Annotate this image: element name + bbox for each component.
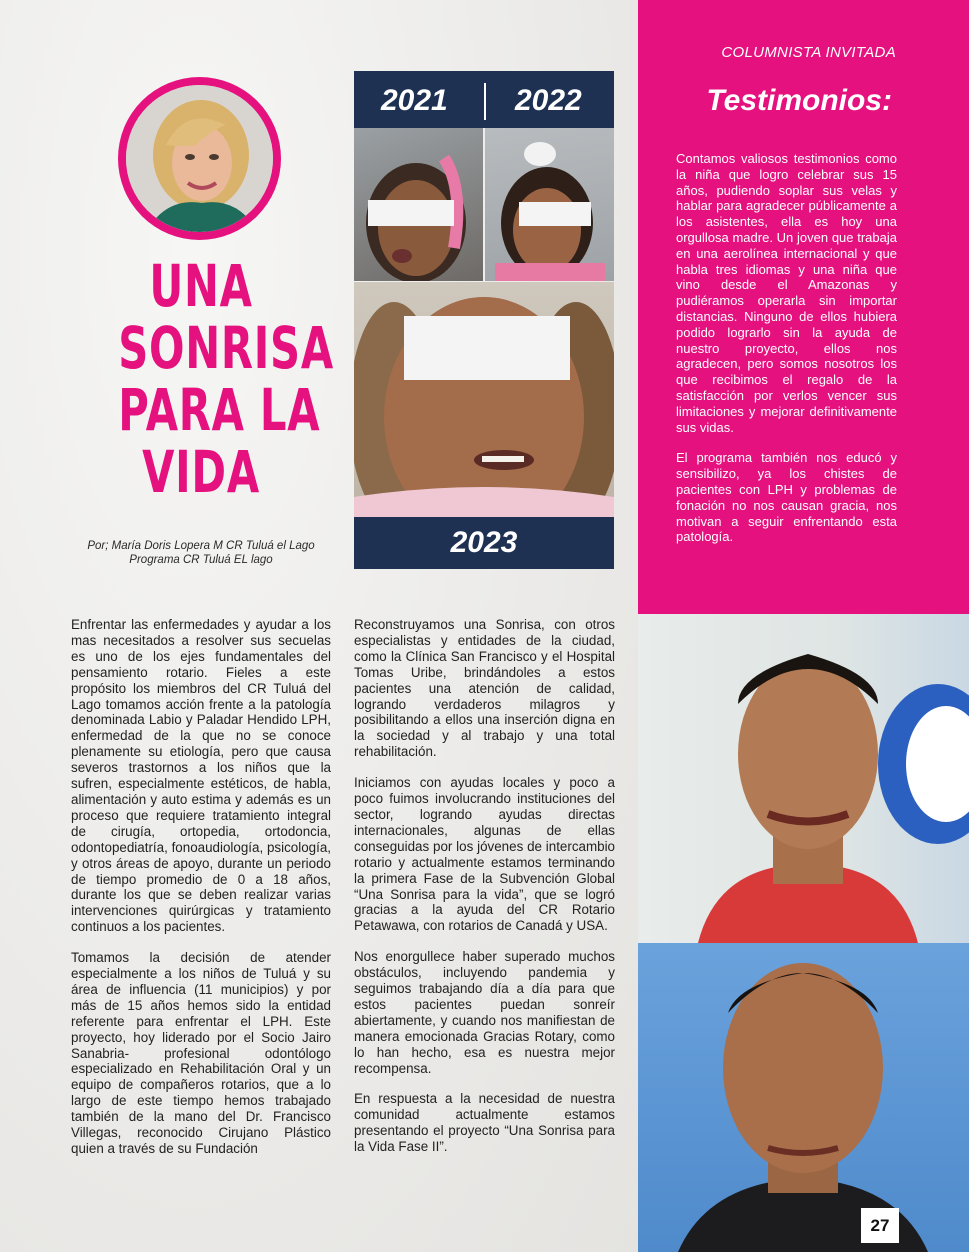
testimonial-photo-man-2 — [638, 943, 969, 1252]
article-title — [118, 252, 334, 506]
byline-club: Programa CR Tuluá EL lago — [129, 554, 273, 566]
testimonios-text — [676, 151, 897, 560]
title-line: SONRISA — [118, 314, 334, 382]
article-paragraph: En respuesta a la necesidad de nuestra comunidad actualmente estamos presentando el proyecto “Una Sonrisa para la Vida Fase II”. — [354, 1091, 615, 1155]
year-separator — [484, 83, 486, 120]
article-column-1 — [71, 617, 331, 1172]
patient-photo-2021 — [354, 128, 483, 281]
photo-illustration — [638, 614, 969, 943]
testimonios-heading: Testimonios: — [706, 84, 892, 117]
face-privacy-bar — [404, 316, 570, 380]
byline-author: Por; María Doris Lopera M CR Tuluá el Lago — [87, 540, 315, 552]
photo-illustration — [638, 943, 969, 1252]
testimonios-paragraph: El programa también nos educó y sensibilizo, ya los chistes de pacientes con LPH y problemas de fonación no nos causan gracia, nos motivan a seguir enfrentando esta patología. — [676, 450, 897, 545]
face-privacy-bar — [368, 200, 454, 226]
patient-photo-2023 — [354, 282, 614, 517]
title-line: VIDA — [142, 438, 260, 506]
testimonios-paragraph: Contamos valiosos testimonios como la niña que logro celebrar sus 15 años, pudiendo soplar sus velas y hablar para agradecer públicamente a los asistentes, ella es hoy una orgullosa madre. Un joven que trabaja en una aerolínea internacional y que habla tres idiomas y una niña que vino desde el Amazonas y pudiéramos operarla sin importar distancias. Ninguno de ellos hubiera podido lograrlo sin la ayuda de nuestro proyecto, ellos nos agradecen, pero somos nosotros los que recibimos el regalo de la satisfacción por verlos vencer sus limitaciones y mejorar definitivamente sus vidas. — [676, 151, 897, 435]
byline — [70, 539, 332, 567]
face-privacy-bar — [519, 202, 591, 226]
article-paragraph: Iniciamos con ayudas locales y poco a poco fuimos involucrando instituciones del sector, logrando ayudas directas internacionales, algunas de ellas conseguidas por los jóvenes de intercambio rotario y actualmente estamos terminando la primera Fase de la Subvención Global “Una Sonrisa para la vida”, que se logró gracias a la ayuda del CR Rotario Petawawa, con rotarios de Canadá y USA. — [354, 775, 615, 934]
article-paragraph: Nos enorgullece haber superado muchos obstáculos, incluyendo pandemia y seguimos trabajando día a día para que estos pacientes puedan sonreír abiertamente, y cuando nos manifiestan de manera emocionada Gracias Rotary, como lo han hecho, esa es nuestra mejor recompensa. — [354, 949, 615, 1076]
testimonial-photo-man-1 — [638, 614, 969, 943]
section-label: COLUMNISTA INVITADA — [721, 44, 896, 61]
author-avatar — [126, 85, 273, 232]
year-2023-label: 2023 — [450, 526, 518, 559]
author-portrait-illustration — [126, 85, 273, 232]
title-line: UNA — [149, 252, 253, 320]
patient-photo-2022 — [485, 128, 614, 281]
page-number: 27 — [861, 1208, 899, 1243]
article-paragraph: Reconstruyamos una Sonrisa, con otros especialistas y entidades de la ciudad, como la Clínica San Francisco y el Hospital Tomas Uribe, brindándoles a estos pacientes una atención de calidad, logrando verdaderos milagros y posibilitando a ellos una inserción digna en la sociedad y al trabajo y una total rehabilitación. — [354, 617, 615, 760]
article-paragraph: Tomamos la decisión de atender especialmente a los niños de Tuluá y su área de influencia (11 municipios) y por más de 15 años hemos sido la entidad referente para enfrentar el LPH. Este proyecto, hoy liderado por el Socio Jairo Sanabria- profesional odontólogo especializado en Rehabilitación Oral y un equipo de compañeros rotarios, que a lo largo de este tiempo hemos trabajado también de la mano del Dr. Francisco Villegas, reconocido Cirujano Plástico quien a través de su Fundación — [71, 950, 331, 1156]
article-paragraph: Enfrentar las enfermedades y ayudar a los mas necesitados a resolver sus secuelas es uno de los ejes fundamentales del pensamiento rotario. Fieles a este propósito los miembros del CR Tuluá del Lago tomamos acción frente a la patología denominada Labio y Paladar Hendido LPH, enfermedad de la que no se conoce plenamente su etiología, pero que causa severos trastornos a los niños que la sufren, especialmente estéticos, de habla, alimentación y auto estima y además es un proceso que requiere tratamiento integral de cirugía, ortopedia, ortodoncia, odontopediatría, fonoaudiología, psicología, y otros áreas de apoyo, durante un periodo de tiempo promedio de 0 a 18 años, durante los que se deben realizar varias intervenciones quirúrgicas y tratamiento continuos a los pacientes. — [71, 617, 331, 935]
article-column-2 — [354, 617, 615, 1170]
title-line: PARA LA — [118, 376, 321, 444]
year-2022-label: 2022 — [515, 84, 582, 117]
year-2021-label: 2021 — [381, 84, 448, 117]
